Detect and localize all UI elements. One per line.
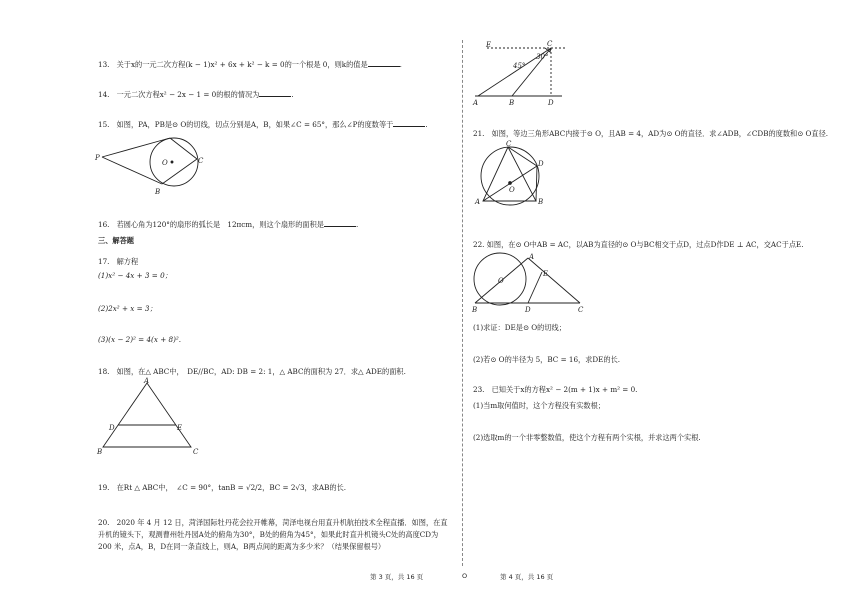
column-divider [462,40,463,566]
page-number-right: 第 4 页，共 16 页 [500,573,554,581]
label-c: C [578,306,584,314]
label-e: E [177,424,183,432]
circle-o [150,138,198,186]
question-20-line-3: 200 米，点A，B，D在同一条直线上，则A，B两点间的距离为多少米？（结果保留根号） [98,542,386,551]
question-18: 18. 如图，在△ ABC中， DE//BC，AD: DB = 2: 1，△ ABC的面积为 27．求△ ADE的面积. [98,367,406,376]
label-e: E [486,41,492,49]
question-17-part-2: (2)2x² + x = 3； [98,304,157,313]
question-20-line-1: 20. 2020 年 4 月 12 日，菏泽国际牡丹花会拉开帷幕，菏泽电视台用直升机航拍技术全程直播．如图，在直 [98,518,448,527]
segment-de [528,272,542,303]
answer-blank [368,60,400,67]
label-c: C [193,448,199,456]
tangent-pa [102,138,170,157]
figure-22-circle-triangle [470,250,588,316]
figure-15-tangent-circle [92,132,212,200]
label-c: C [198,157,204,165]
label-b: B [538,198,544,206]
question-16-text: 16. 若圆心角为120°的扇形的弧长是 12πcm，则这个扇形的面积是 [98,220,324,229]
label-d: D [525,306,531,314]
question-15-text: 15. 如图，PA，PB是⊙ O的切线，切点分别是A，B，如果∠C = 65°，那么∠P的度数等于 [98,120,394,129]
label-o: O [162,159,168,167]
answer-blank [324,220,356,227]
label-b: B [155,188,161,196]
question-17-part-1: (1)x² − 4x + 3 = 0； [98,271,172,280]
question-20-line-2: 升机的镜头下，观测曹州牡丹园A处的俯角为30°，B处的俯角为45°，如果此时直升机镜头C处的高度CD为 [98,530,439,539]
angle-30-label: 30° [536,53,549,61]
label-b: B [472,306,478,314]
angle-45-label: 45° [513,62,526,70]
question-23-part-1: (1)当m取何值时，这个方程没有实数根； [473,401,605,410]
question-23-part-2: (2)选取m的一个非零整数值，使这个方程有两个实根，并求这两个实根. [473,433,701,442]
question-19: 19. 在Rt △ ABC中， ∠C = 90°，tanB = √2/2，BC = 2√3，求AB的长. [98,483,347,492]
figure-21-inscribed-triangle [472,140,548,210]
segment-ac [528,258,580,303]
question-22: 22. 如图，在⊙ O中AB = AC，以AB为直径的⊙ O与BC相交于点D，过点D作DE ⊥ AC，交AC于点E. [473,240,804,249]
label-a: A [475,198,481,206]
label-o: O [498,277,504,285]
label-d: D [548,99,554,107]
label-c: C [506,140,512,148]
center-point [509,182,512,185]
question-17-part-3: (3)(x − 2)² = 4(x + 8)². [98,335,182,344]
figure-18-triangle [95,375,205,457]
label-a: A [144,377,150,385]
question-15: 15. 如图，PA，PB是⊙ O的切线，切点分别是A，B，如果∠C = 65°，那么∠P的度数等于 . [98,120,428,129]
question-21: 21. 如图，等边三角形ABC内接于⊙ O，且AB = 4，AD为⊙ O的直径．求∠ADB，∠CDB的度数和⊙ O直径. [473,129,829,138]
label-p: P [95,154,100,162]
triangle-abc [103,383,191,447]
center-point [171,161,173,163]
chord-ac [170,138,197,159]
question-22-part-1: (1)求证：DE是⊙ O的切线； [473,323,566,332]
answer-blank [259,90,291,97]
answer-blank [393,120,425,127]
label-d: D [109,424,115,432]
question-22-part-2: (2)若⊙ O的半径为 5，BC = 16，求DE的长. [473,355,621,364]
page-number-left: 第 3 页，共 16 页 [370,573,424,581]
label-a: A [473,99,479,107]
section-heading: 三、解答题 [98,236,134,245]
label-b: B [509,99,515,107]
question-14: 14. 一元二次方程x² − 2x − 1 = 0的根的情况为 . [98,90,294,99]
figure-20-helicopter [470,38,580,110]
label-o: O [509,186,515,194]
question-17: 17. 解方程 [98,257,139,266]
question-14-text: 14. 一元二次方程x² − 2x − 1 = 0的根的情况为 [98,90,260,99]
chord-bd [536,166,537,201]
label-b: B [97,448,103,456]
tangent-pb [102,157,162,184]
label-e: E [543,270,549,278]
label-c: C [547,40,553,48]
label-d: D [538,160,544,168]
question-13: 13. 关于x的一元二次方程(k − 1)x² + 6x + k² − k = 0的一个根是 0，则k的值是 . [98,60,402,69]
question-16: 16. 若圆心角为120°的扇形的弧长是 12πcm，则这个扇形的面积是 . [98,220,359,229]
label-a: A [529,253,535,261]
question-13-text: 13. 关于x的一元二次方程(k − 1)x² + 6x + k² − k = 0的一个根是 0，则k的值是 [98,60,368,69]
question-23: 23. 已知关于x的方程x² − 2(m + 1)x + m² = 0. [473,385,638,394]
binding-hole-mark: O [462,572,468,580]
